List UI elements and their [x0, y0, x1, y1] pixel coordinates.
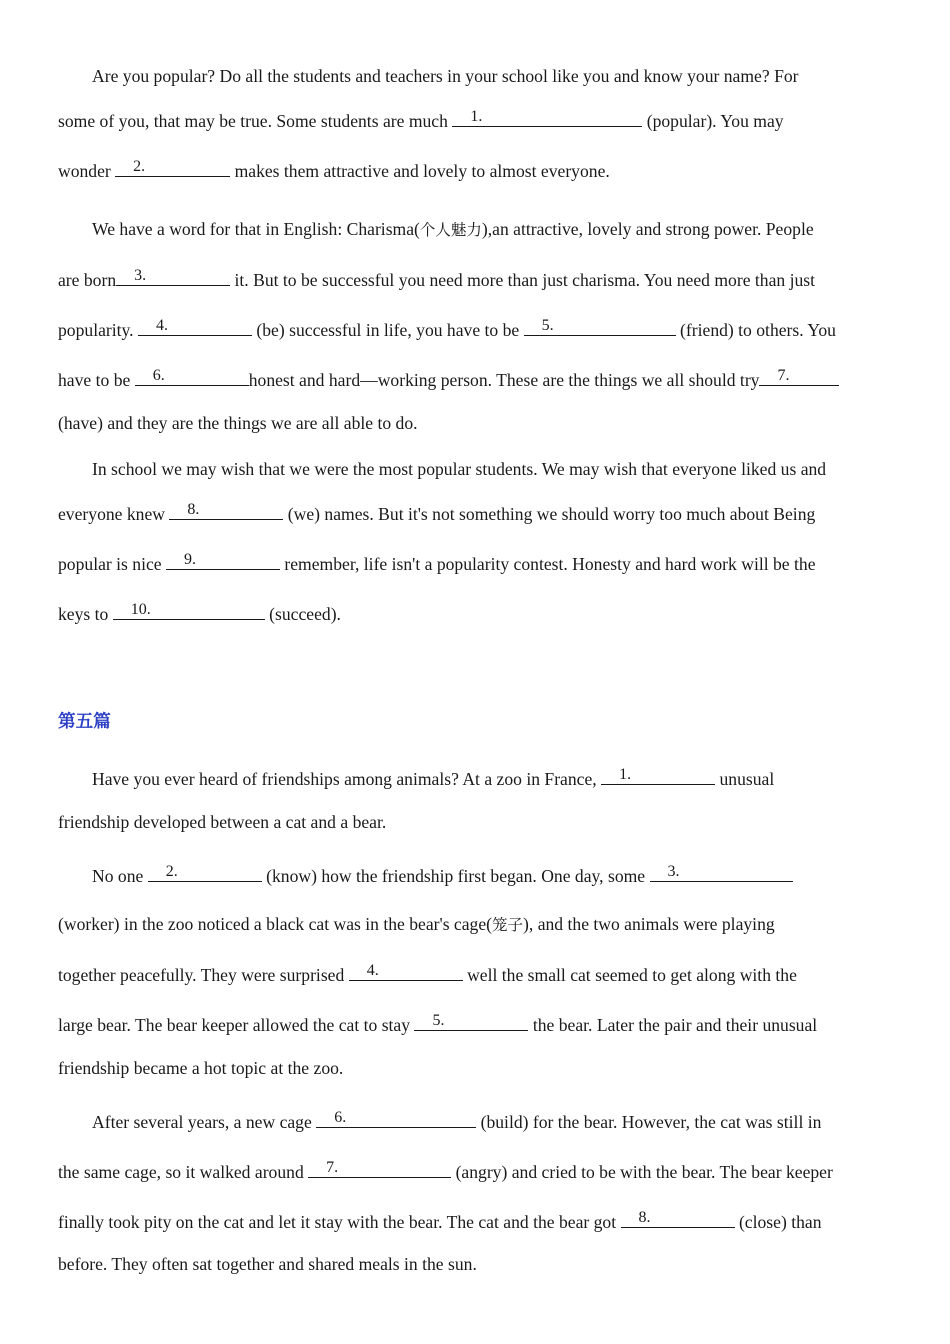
p5-line-9: the same cage, so it walked around 7. (angry) and cried to be with the bear. The bear keeper	[58, 1159, 833, 1182]
blank-p5-8[interactable]: 8.	[621, 1209, 735, 1228]
p4-line-3: wonder 2. makes them attractive and lovely to almost everyone.	[58, 158, 610, 181]
blank-p5-1[interactable]: 1.	[601, 766, 715, 785]
p5-line-2: friendship developed between a cat and a bear.	[58, 812, 387, 832]
p4-line-6: popularity. 4. (be) successful in life, you have to be 5. (friend) to others. You	[58, 317, 836, 340]
p4-line-8: (have) and they are the things we are all able to do.	[58, 413, 418, 433]
p5-line-10: finally took pity on the cat and let it stay with the bear. The cat and the bear got 8. (close) than	[58, 1209, 822, 1232]
p5-line-11: before. They often sat together and shared meals in the sun.	[58, 1254, 477, 1274]
blank-p4-8[interactable]: 8.	[169, 501, 283, 520]
p5-line-4: (worker) in the zoo noticed a black cat was in the bear's cage(笼子), and the two animals were playing	[58, 914, 775, 934]
p4-line-5: are born 3. it. But to be successful you need more than just charisma. You need more than just	[58, 267, 816, 290]
blank-p4-5[interactable]: 5.	[524, 317, 676, 336]
p5-line-1: Have you ever heard of friendships among animals? At a zoo in France, 1. unusual	[92, 766, 775, 789]
blank-p5-7[interactable]: 7.	[308, 1159, 451, 1178]
p4-line-10: everyone knew 8. (we) names. But it's not something we should worry too much about Being	[58, 501, 816, 524]
p4-line-11: popular is nice 9. remember, life isn't a popularity contest. Honesty and hard work will be the	[58, 551, 816, 574]
p5-line-3: No one 2. (know) how the friendship first began. One day, some 3.	[92, 863, 894, 888]
blank-p4-7[interactable]: 7.	[759, 367, 839, 386]
p5-line-6: large bear. The bear keeper allowed the cat to stay 5. the bear. Later the pair and their unusual	[58, 1012, 818, 1035]
blank-p4-3[interactable]: 3.	[116, 267, 230, 286]
p5-line-7: friendship became a hot topic at the zoo.	[58, 1058, 344, 1078]
p4-line-9: In school we may wish that we were the most popular students. We may wish that everyone liked us and	[92, 459, 827, 479]
blank-p4-9[interactable]: 9.	[166, 551, 280, 570]
blank-p5-5[interactable]: 5.	[414, 1012, 528, 1031]
blank-p4-2[interactable]: 2.	[115, 158, 230, 177]
blank-p4-6[interactable]: 6.	[135, 367, 249, 386]
blank-p4-1[interactable]: 1.	[452, 108, 642, 127]
section-heading: 第五篇	[58, 711, 111, 732]
p4-line-1: Are you popular? Do all the students and teachers in your school like you and know your name? For	[92, 66, 799, 86]
blank-p5-3[interactable]: 3.	[650, 863, 793, 882]
blank-p5-2[interactable]: 2.	[148, 863, 262, 882]
p4-line-4: We have a word for that in English: Charisma(个人魅力),an attractive, lovely and strong power. People	[92, 219, 814, 239]
blank-p5-4[interactable]: 4.	[349, 962, 463, 981]
p4-line-2: some of you, that may be true. Some students are much 1. (popular). You may	[58, 108, 784, 131]
p5-line-8: After several years, a new cage 6. (build) for the bear. However, the cat was still in	[92, 1109, 822, 1132]
p4-line-7: have to be 6. honest and hard—working person. These are the things we all should try 7.	[58, 367, 894, 392]
p5-line-5: together peacefully. They were surprised 4. well the small cat seemed to get along with the	[58, 962, 797, 985]
p4-line-12: keys to 10. (succeed).	[58, 601, 341, 624]
blank-p4-10[interactable]: 10.	[113, 601, 265, 620]
blank-p5-6[interactable]: 6.	[316, 1109, 476, 1128]
blank-p4-4[interactable]: 4.	[138, 317, 252, 336]
